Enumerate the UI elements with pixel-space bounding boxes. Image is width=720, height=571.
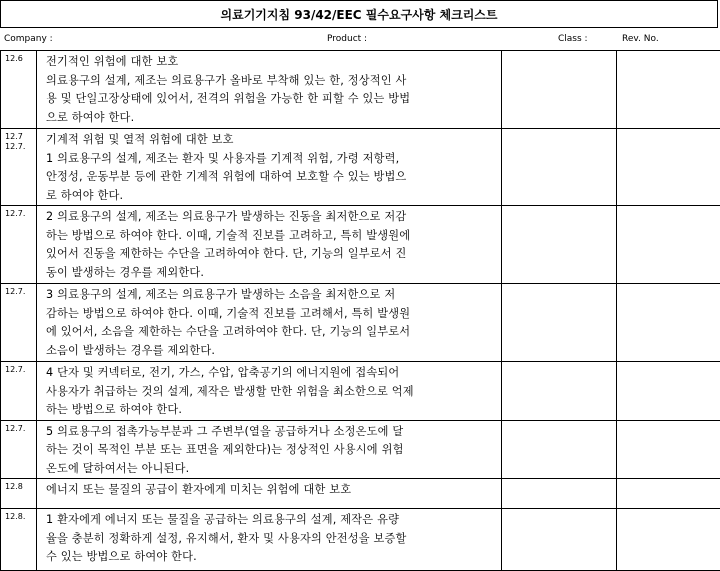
requirement-line: 의료용구의 설계, 제조는 의료용구가 올바로 부착해 있는 한, 정상적인 사 (46, 72, 497, 91)
clause-ref (1, 51, 37, 129)
class-cell[interactable] (502, 129, 617, 206)
requirement-line: 에너지 또는 물질의 공급이 환자에게 미치는 위험에 대한 보호 (46, 481, 497, 500)
requirement-text (37, 206, 502, 284)
requirement-line: 2 의료용구의 설계, 제조는 의료용구가 발생하는 진동을 최저한으로 저감 (46, 208, 497, 227)
requirement-line: 온도에 달하여서는 아니된다. (46, 460, 497, 479)
clause-ref (1, 479, 37, 509)
requirement-line: 으로 하여야 한다. (46, 109, 497, 128)
table-row (1, 129, 720, 206)
requirement-line: 사용자가 취급하는 것의 설계, 제작은 발생할 만한 위험을 최소한으로 억제 (46, 383, 497, 402)
rev-no-cell[interactable] (617, 206, 720, 284)
header-row (0, 28, 718, 50)
clause-ref (1, 284, 37, 362)
clause-number: 12.7. (5, 142, 36, 152)
product-label: Product : (327, 34, 367, 44)
requirement-line: 있어서 진동을 제한하는 수단을 고려하여야 한다. 단, 기능의 일부로서 진 (46, 245, 497, 264)
clause-number: 12.7. (5, 365, 36, 375)
clause-number: 12.6 (5, 54, 36, 64)
requirement-line: 에 있어서, 소음을 제한하는 수단을 고려하여야 한다. 단, 기능의 일부로서 (46, 323, 497, 342)
table-row (1, 362, 720, 421)
class-cell[interactable] (502, 284, 617, 362)
requirement-line: 수 있는 방법으로 하여야 한다. (46, 548, 497, 567)
clause-number: 12.7 (5, 132, 36, 142)
rev-no-cell[interactable] (617, 129, 720, 206)
clause-ref (1, 206, 37, 284)
company-label: Company : (4, 34, 53, 44)
requirements-table (0, 50, 720, 571)
class-cell[interactable] (502, 420, 617, 479)
rev-no-cell[interactable] (617, 284, 720, 362)
clause-ref (1, 129, 37, 206)
rev-no-cell[interactable] (617, 51, 720, 129)
requirement-line: 용 및 단일고장상태에 있어서, 전격의 위험을 가능한 한 피할 수 있는 방법 (46, 90, 497, 109)
requirement-text (37, 129, 502, 206)
requirement-line: 전기적인 위험에 대한 보호 (46, 53, 497, 72)
requirement-line: 4 단자 및 커넥터로, 전기, 가스, 수압, 압축공기의 에너지원에 접속되어 (46, 364, 497, 383)
rev-no-cell[interactable] (617, 420, 720, 479)
requirement-line: 하는 방법으로 하여야 한다. 이때, 기술적 진보를 고려하고, 특히 발생원에 (46, 227, 497, 246)
requirement-line: 하는 것이 목적인 부분 또는 표면을 제외한다)는 정상적인 사용시에 위험 (46, 441, 497, 460)
clause-number: 12.8 (5, 482, 36, 492)
requirement-line: 1 환자에게 에너지 또는 물질을 공급하는 의료용구의 설계, 제작은 유량 (46, 511, 497, 530)
table-row (1, 51, 720, 129)
requirement-text (37, 284, 502, 362)
clause-number: 12.7. (5, 424, 36, 434)
requirement-line: 소음이 발생하는 경우를 제외한다. (46, 342, 497, 361)
clause-ref (1, 362, 37, 421)
requirement-line: 동이 발생하는 경우를 제외한다. (46, 264, 497, 283)
class-cell[interactable] (502, 479, 617, 509)
requirement-text (37, 362, 502, 421)
requirement-line: 안정성, 운동부분 등에 관한 기계적 위험에 대하여 보호할 수 있는 방법으 (46, 168, 497, 187)
rev-no-label: Rev. No. (622, 34, 659, 44)
requirement-text (37, 479, 502, 509)
clause-number: 12.8. (5, 512, 36, 522)
requirement-line: 기계적 위험 및 열적 위험에 대한 보호 (46, 131, 497, 150)
clause-number: 12.7. (5, 209, 36, 219)
rev-no-cell[interactable] (617, 479, 720, 509)
requirement-line: 하는 방법으로 하여야 한다. (46, 401, 497, 420)
class-cell[interactable] (502, 51, 617, 129)
rev-no-cell[interactable] (617, 362, 720, 421)
requirement-line: 감하는 방법으로 하여야 한다. 이때, 기술적 진보를 고려해서, 특히 발생원 (46, 305, 497, 324)
class-cell[interactable] (502, 206, 617, 284)
table-row (1, 206, 720, 284)
requirement-line: 5 의료용구의 접촉가능부분과 그 주변부(열을 공급하거나 소정온도에 달 (46, 423, 497, 442)
table-row (1, 284, 720, 362)
class-cell[interactable] (502, 362, 617, 421)
clause-ref (1, 420, 37, 479)
table-row (1, 479, 720, 509)
checklist-title: 의료기기지침 93/42/EEC 필수요구사항 체크리스트 (0, 0, 718, 28)
requirement-text (37, 51, 502, 129)
requirement-line: 3 의료용구의 설계, 제조는 의료용구가 발생하는 소음을 최저한으로 저 (46, 286, 497, 305)
requirement-text (37, 420, 502, 479)
requirement-line: 1 의료용구의 설계, 제조는 환자 및 사용자를 기계적 위험, 가령 저항력, (46, 150, 497, 169)
requirement-line: 로 하여야 한다. (46, 187, 497, 206)
requirement-line: 율을 충분히 정확하게 설정, 유지해서, 환자 및 사용자의 안전성을 보증할 (46, 530, 497, 549)
class-label: Class : (558, 34, 588, 44)
clause-number: 12.7. (5, 287, 36, 297)
table-row (1, 420, 720, 479)
